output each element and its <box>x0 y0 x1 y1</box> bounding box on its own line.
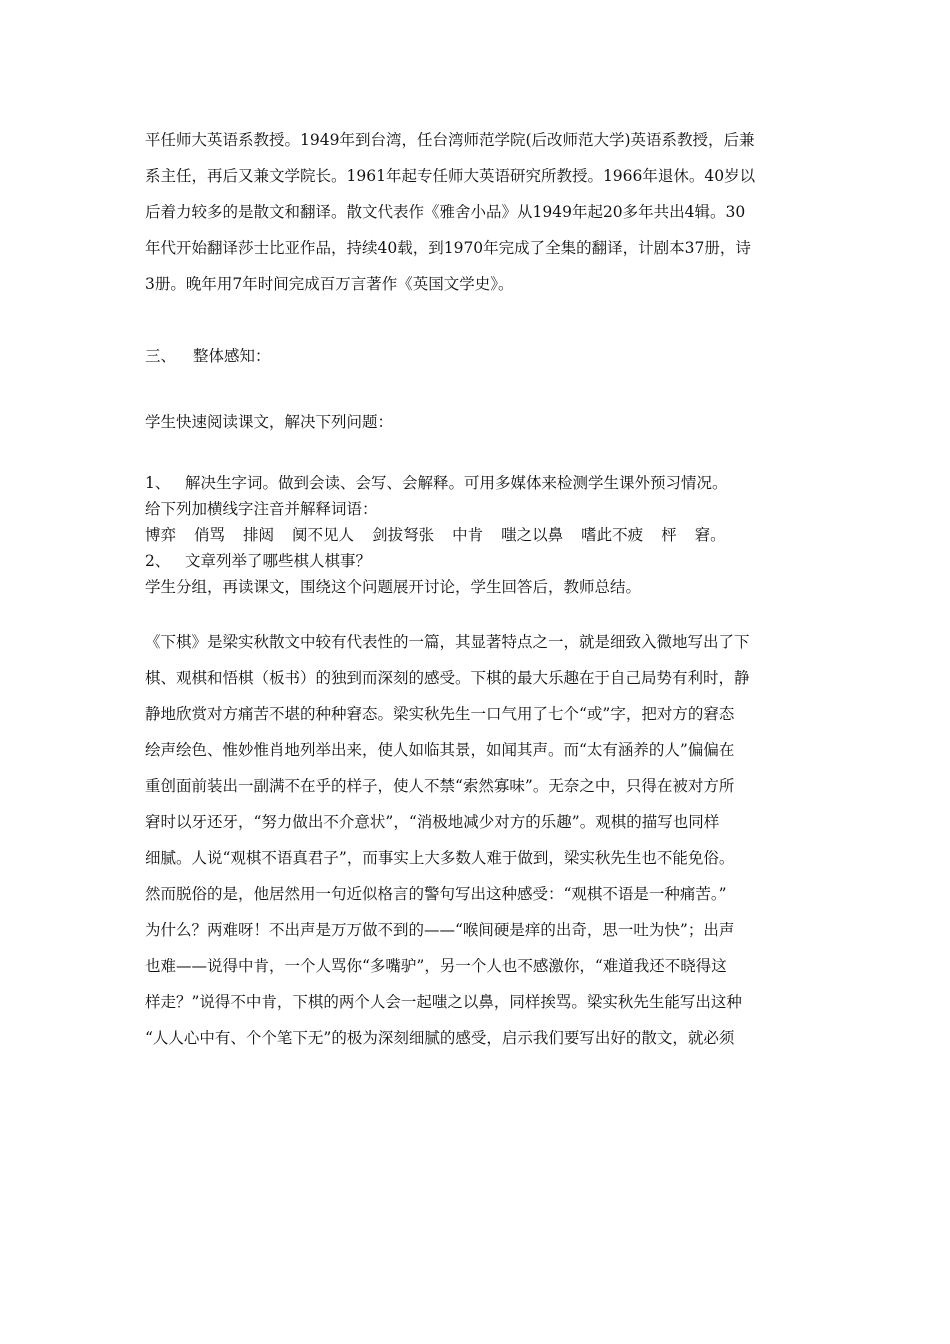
text-line: 3册。晚年用7年时间完成百万言著作《英国文学史》。 <box>145 275 514 293</box>
item-number: 2、 <box>145 552 171 570</box>
author-bio-paragraph <box>145 122 809 302</box>
text-line: 为什么？两难呀！不出声是万万做不到的——“喉间硬是痒的出奇，思一吐为快”；出声 <box>145 921 735 939</box>
text-line: 年代开始翻译莎士比亚作品，持续40载，到1970年完成了全集的翻译，计剧本37册，诗 <box>145 239 751 257</box>
vocab-word: 嗤之以鼻 <box>501 526 564 544</box>
text-line: 平任师大英语系教授。1949年到台湾，任台湾师范学院(后改师范大学)英语系教授，后兼 <box>145 131 755 149</box>
vocab-word: 窘。 <box>694 526 726 544</box>
vocab-list <box>145 522 809 548</box>
item-text: 文章列举了哪些棋人棋事？ <box>185 552 372 570</box>
text-line: 静地欣赏对方痛苦不堪的种种窘态。梁实秋先生一口气用了七个“或”字，把对方的窘态 <box>145 705 735 723</box>
text-line: 样走？”说得不中肯，下棋的两个人会一起嗤之以鼻，同样挨骂。梁实秋先生能写出这种 <box>145 993 742 1011</box>
item-number: 1、 <box>145 474 171 492</box>
text-line: 绘声绘色、惟妙惟肖地列举出来，使人如临其景，如闻其声。而“太有涵养的人”偏偏在 <box>145 741 735 759</box>
vocab-word: 枰 <box>661 526 677 544</box>
text-line: 《下棋》是梁实秋散文中较有代表性的一篇，其显著特点之一，就是细致入微地写出了下 <box>145 633 750 651</box>
text-line: 窘时以牙还牙，“努力做出不介意状”，“消极地减少对方的乐趣”。观棋的描写也同样 <box>145 813 720 831</box>
vocab-word: 中肯 <box>452 526 484 544</box>
summary-paragraph <box>145 624 809 1056</box>
vocab-word: 博弈 <box>145 526 177 544</box>
section-heading <box>145 338 809 374</box>
document-page <box>145 122 809 1056</box>
section-number: 三、 <box>145 347 177 365</box>
section-title: 整体感知： <box>193 347 271 365</box>
vocab-word: 剑拔弩张 <box>372 526 435 544</box>
text-line: 后着力较多的是散文和翻译。散文代表作《雅舍小品》从1949年起20多年共出4辑。30 <box>145 203 746 221</box>
text-line: 系主任，再后又兼文学院长。1961年起专任师大英语研究所教授。1966年退休。40岁以 <box>145 167 756 185</box>
text-line: 然而脱俗的是，他居然用一句近似格言的警句写出这种感受：“观棋不语是一种痛苦。” <box>145 885 727 903</box>
item-text: 解决生字词。做到会读、会写、会解释。可用多媒体来检测学生课外预习情况。 <box>185 474 728 492</box>
question-item-2 <box>145 548 809 574</box>
question-item-1 <box>145 470 809 496</box>
text-line: 细腻。人说“观棋不语真君子”，而事实上大多数人难于做到，梁实秋先生也不能免俗。 <box>145 849 735 867</box>
instruction-text: 学生快速阅读课文，解决下列问题： <box>145 413 394 431</box>
vocab-word: 排闼 <box>243 526 275 544</box>
vocab-word: 俏骂 <box>194 526 226 544</box>
text-line: 重创面前装出一副满不在乎的样子，使人不禁“索然寡味”。无奈之中，只得在被对方所 <box>145 777 735 795</box>
vocab-intro: 给下列加横线字注音并解释词语： <box>145 500 378 518</box>
vocab-word: 嗜此不疲 <box>581 526 644 544</box>
discussion-text: 学生分组，再读课文，围绕这个问题展开讨论，学生回答后，教师总结。 <box>145 578 642 596</box>
text-line: “人人心中有、个个笔下无”的极为深刻细腻的感受，启示我们要写出好的散文，就必须 <box>145 1029 735 1047</box>
question-block <box>145 470 809 600</box>
text-line: 棋、观棋和悟棋（板书）的独到而深刻的感受。下棋的最大乐趣在于自己局势有利时，静 <box>145 669 750 687</box>
vocab-word: 阒不见人 <box>292 526 355 544</box>
text-line: 也难——说得中肯，一个人骂你“多嘴驴”，另一个人也不感激你，“难道我还不晓得这 <box>145 957 727 975</box>
